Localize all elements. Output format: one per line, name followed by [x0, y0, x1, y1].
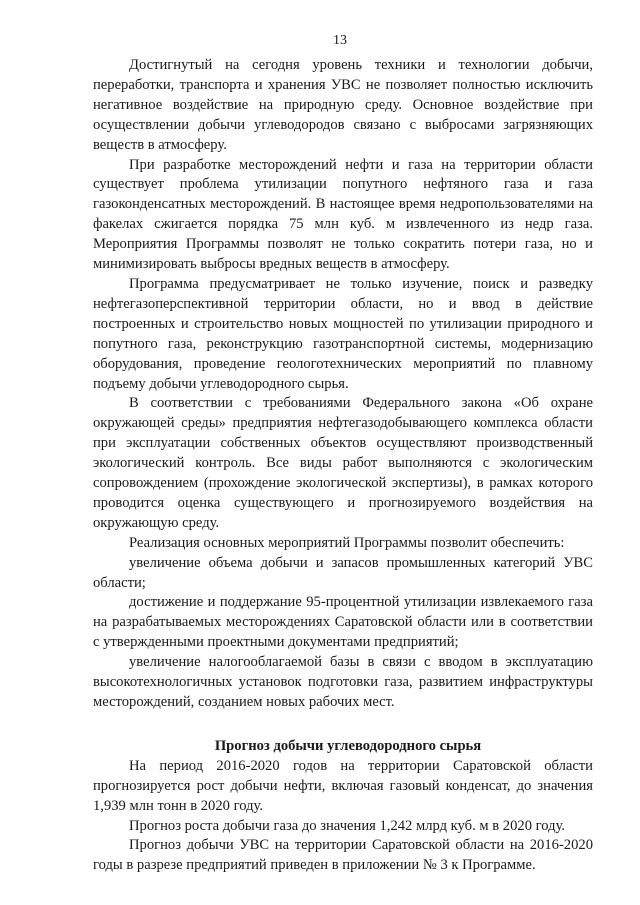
paragraph-environment-impact: Достигнутый на сегодня уровень техники и технологии добычи, переработки, транспорта и хранения УВС не позволяет полностью исключить негативное воздействие на природную среду. Основное воздействие при осуществлении добычи углеводородов связано с выбросами загрязняющих веществ в атмосферу.: [93, 57, 593, 153]
paragraph-federal-law: В соответствии с требованиями Федерального закона «Об охране окружающей среды» предприятия нефтегазодобывающего комплекса области при эксплуатации собственных объектов осуществляют производственный экологический контроль. Все виды работ выполняются с экологическим сопровождением (прохождение экологической экспертизы), в рамках которого проводится оценка существующего и прогнозируемого воздействия на окружающую среду.: [93, 395, 593, 531]
section-heading-forecast: Прогноз добычи углеводородного сырья: [214, 737, 482, 754]
paragraph-oil-forecast: На период 2016-2020 годов на территории Саратовской области прогнозируется рост добычи нефти, включая газовый конденсат, до значения 1,939 млн тонн в 2020 году.: [93, 757, 593, 814]
paragraph-program-results-intro: Реализация основных мероприятий Программы позволит обеспечить:: [129, 534, 565, 551]
paragraph-gas-forecast: Прогноз роста добычи газа до значения 1,242 млрд куб. м в 2020 году.: [129, 817, 566, 834]
paragraph-appendix-reference: Прогноз добычи УВС на территории Саратовской области на 2016-2020 годы в разрезе предприятий приведен в приложении № 3 к Программе.: [93, 837, 593, 874]
list-item-gas-utilization: достижение и поддержание 95-процентной утилизации извлекаемого газа на разрабатываемых месторождениях Саратовской области или в соответствии с утвержденными проектными документами предприятий;: [93, 594, 593, 651]
document-body: [93, 56, 593, 876]
paragraph-program-provisions: Программа предусматривает не только изучение, поиск и разведку нефтегазоперспективной территории области, но и ввод в действие построенных и строительство новых мощностей по утилизации природного и попутного газа, реконструкцию газотранспортной системы, модернизацию оборудования, проведение геологотехнических мероприятий по плавному подъему добычи углеводородного сырья.: [93, 275, 593, 392]
list-item-tax-base: увеличение налогооблагаемой базы в связи с вводом в эксплуатацию высокотехнологичных установок подготовки газа, развитием инфраструктуры месторождений, созданием новых рабочих мест.: [93, 654, 593, 710]
page-number: 13: [333, 33, 347, 48]
paragraph-gas-utilization-problem: При разработке месторождений нефти и газа на территории области существует проблема утилизации попутного нефтяного газа и газа газоконденсатных месторождений. В настоящее время недропользователями на факелах сжигается порядка 75 млн куб. м извлеченного из недр газа. Мероприятия Программы позволят не только сократить потери газа, но и минимизировать выбросы вредных веществ в атмосферу.: [93, 156, 593, 273]
list-item-production-increase: увеличение объема добычи и запасов промышленных категорий УВС области;: [93, 554, 593, 591]
